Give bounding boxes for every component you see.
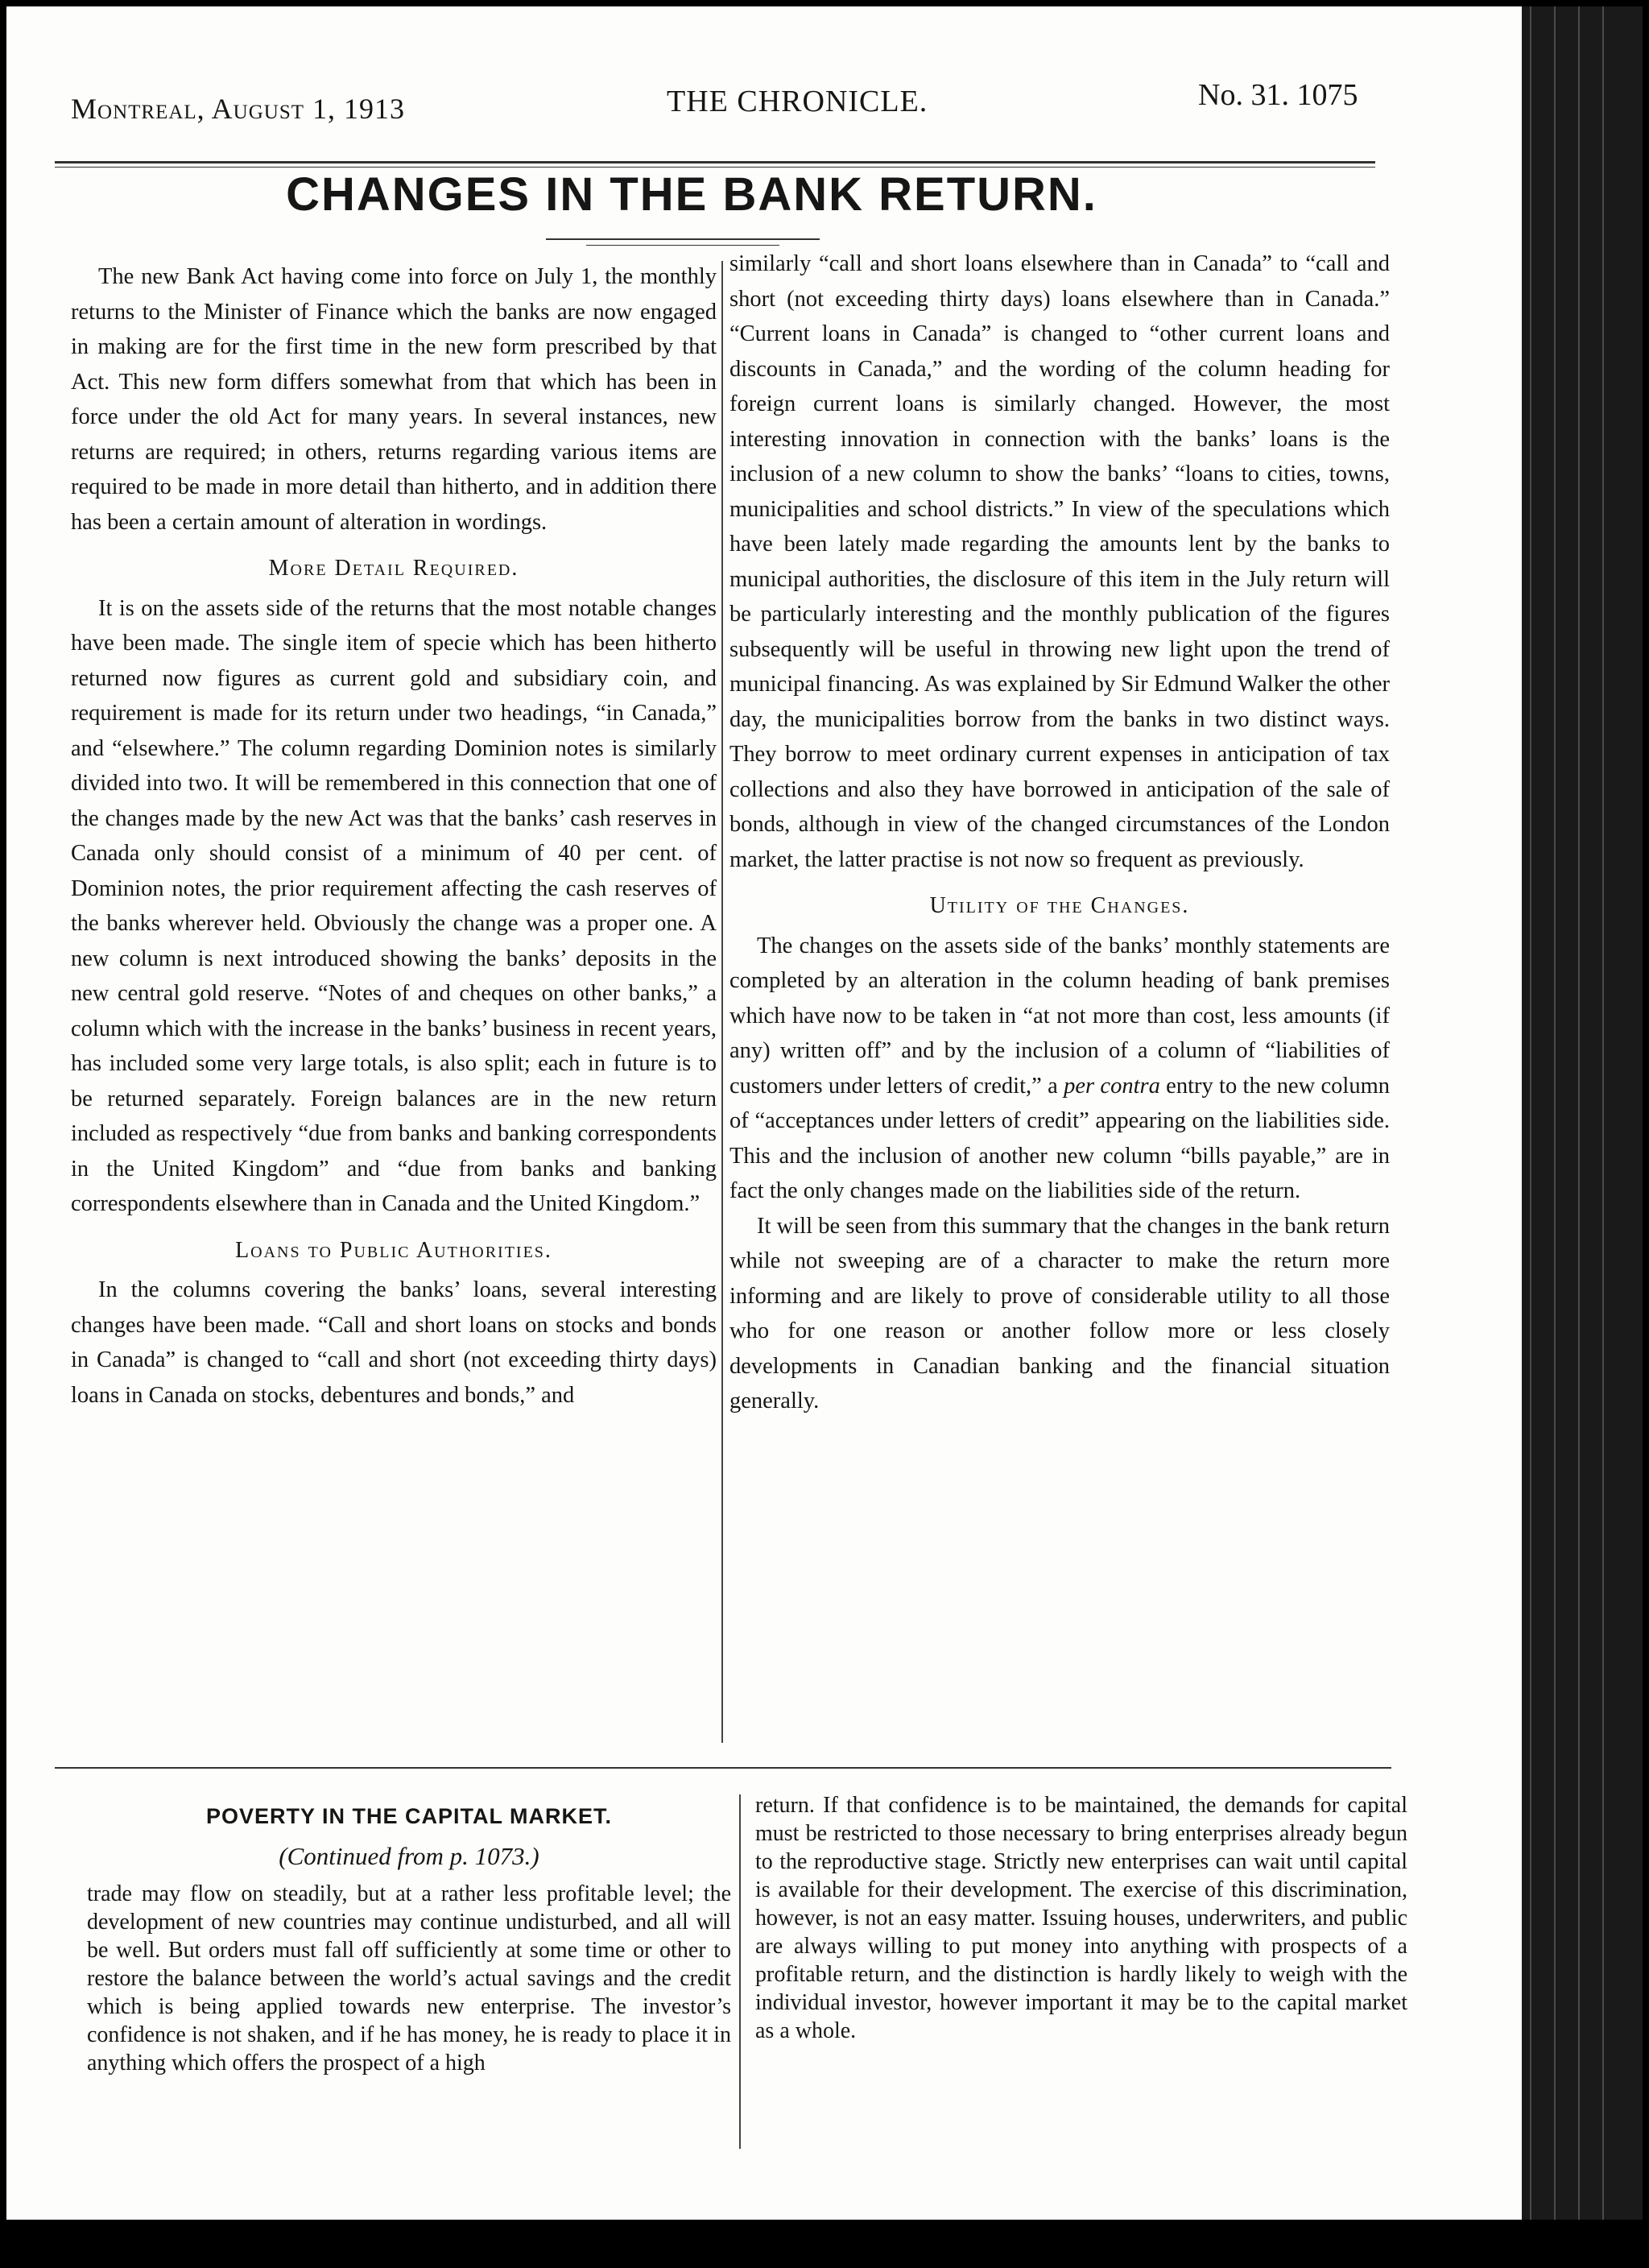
article2-paragraph-b: return. If that confidence is to be maintained, the demands for capital must be restricted to those necessary to bring enterprises already begun to the reproductive stage. Strictly new enterprises can wait until capital is available for their development. The exercise of this discrimination, however, is not an easy matter. Issuing houses, underwriters, and public are always willing to put money into anything with prospects of a profitable return, and the distinction is hardly likely to weigh with the individual investor, however important it may be to the capital market as a whole. [755,1793,1407,2043]
headline-underline [546,238,820,240]
dateline: Montreal, August 1, 1913 [71,93,406,125]
column-divider [721,261,723,1743]
paragraph-intro: The new Bank Act having come into force on July 1, the monthly returns to the Minister of Finance which the banks are now engaged in making are for the first time in the new form prescribed by that Act. This new form differs somewhat from that which has been in force under the old Act for many years. In several instances, new returns are required; in others, returns regarding various items are required to be made in more detail than hitherto, and in addition there has been a certain amount of alteration in wordings. [71,264,717,535]
article-separator [55,1767,1391,1769]
article2-column-divider [739,1794,741,2149]
continued-note: (Continued from p. 1073.) [279,1842,539,1870]
article2-column-right [755,1791,1407,2045]
running-head [6,77,1522,126]
issue-page-number: No. 31. 1075 [1198,78,1358,112]
article2-column-left [87,1802,731,2077]
article-column-right [729,246,1390,1419]
article-headline: CHANGES IN THE BANK RETURN. [286,168,1097,221]
italic-term: per contra [1064,1073,1160,1099]
header-rule [55,161,1375,163]
paragraph-loans-start: In the columns covering the banks’ loans, several interesting changes have been made. “Call and short loans on stocks and bonds in Canada” is changed to “call and short (not exceeding thirty days) loans in Canada on stocks, debentures and bonds,” and [71,1277,717,1408]
subhead-utility: Utility of the Changes. [929,893,1190,918]
paragraph-summary: It will be seen from this summary that the changes in the bank return while not sweeping are of a character to make the return more informing and are likely to prove of considerable utility to all those who for one reason or another follow more or less closely developments in Canadian banking and the financial situation generally. [729,1213,1390,1413]
paragraph-utility: The changes on the assets side of the banks’ monthly statements are completed by an alteration in the column heading of bank premises which have now to be taken in “at not more than cost, less amounts (if any) written off” and by the inclusion of a column of “liabilities of customers under letters of credit,” a per contra entry to the new column of “acceptances under letters of credit” appearing on the liabilities side. This and the inclusion of another new column “bills payable,” are in fact the only changes made on the liabilities side of the return. [729,933,1390,1203]
article2-headline: POVERTY IN THE CAPITAL MARKET. [205,1804,613,1828]
headline-underline-thin [586,245,779,246]
subhead-more-detail: More Detail Required. [268,556,519,581]
page-edge [1522,6,1643,2220]
subhead-loans: Loans to Public Authorities. [235,1237,552,1263]
paragraph-more-detail: It is on the assets side of the returns that the most notable changes have been made. The single item of specie which has been hitherto returned now figures as current gold and subsidiary coin, and requirement is made for its return under two headings, “in Canada,” and “elsewhere.” The column regarding Dominion notes is similarly divided into two. It will be remembered in this connection that one of the changes made by the new Act was that the banks’ cash reserves in Canada only should consist of a minimum of 40 per cent. of Dominion notes, the prior requirement affecting the cash reserves of the banks wherever held. Obviously the change was a proper one. A new column is next introduced showing the banks’ deposits in the new central gold reserve. “Notes of and cheques on other banks,” a column which with the increase in the banks’ business in recent years, has included some very large totals, is also split; each in future is to be returned separately. Foreign balances are in the new return included as respectively “due from banks and banking correspondents in the United Kingdom” and “due from banks and banking correspondents elsewhere than in Canada and the United Kingdom.” [71,595,717,1216]
publication-name: THE CHRONICLE. [667,85,928,118]
newspaper-page [6,6,1522,2220]
paragraph-loans-continued: similarly “call and short loans elsewhere than in Canada” to “call and short (not exceeding thirty days) loans elsewhere than in Canada.” “Current loans in Canada” is changed to “other current loans and discounts in Canada,” and the wording of the column heading for foreign current loans is similarly changed. However, the most interesting innovation in connection with the banks’ loans is the inclusion of a new column to show the banks’ “loans to cities, towns, municipalities and school districts.” In view of the speculations which have been lately made regarding the amounts lent by the banks to municipal authorities, the disclosure of this item in the July return will be particularly interesting and the monthly publication of the figures subsequently will be useful in throwing new light upon the trend of municipal financing. As was explained by Sir Edmund Walker the other day, the municipalities borrow from the banks in two distinct ways. They borrow to meet ordinary current expenses in anticipation of tax collections and also they have borrowed in anticipation of the sale of bonds, although in view of the changed circumstances of the London market, the latter practise is not now so frequent as previously. [729,251,1390,872]
article-column-left [71,259,717,1413]
article2-paragraph-a: trade may flow on steadily, but at a rather less profitable level; the development of new countries may continue undisturbed, and all will be well. But orders must fall off sufficiently at some time or other to restore the balance between the world’s actual savings and the credit which is being applied towards new enterprise. The investor’s confidence is not shaken, and if he has money, he is ready to place it in anything which offers the prospect of a high [87,1881,731,2076]
